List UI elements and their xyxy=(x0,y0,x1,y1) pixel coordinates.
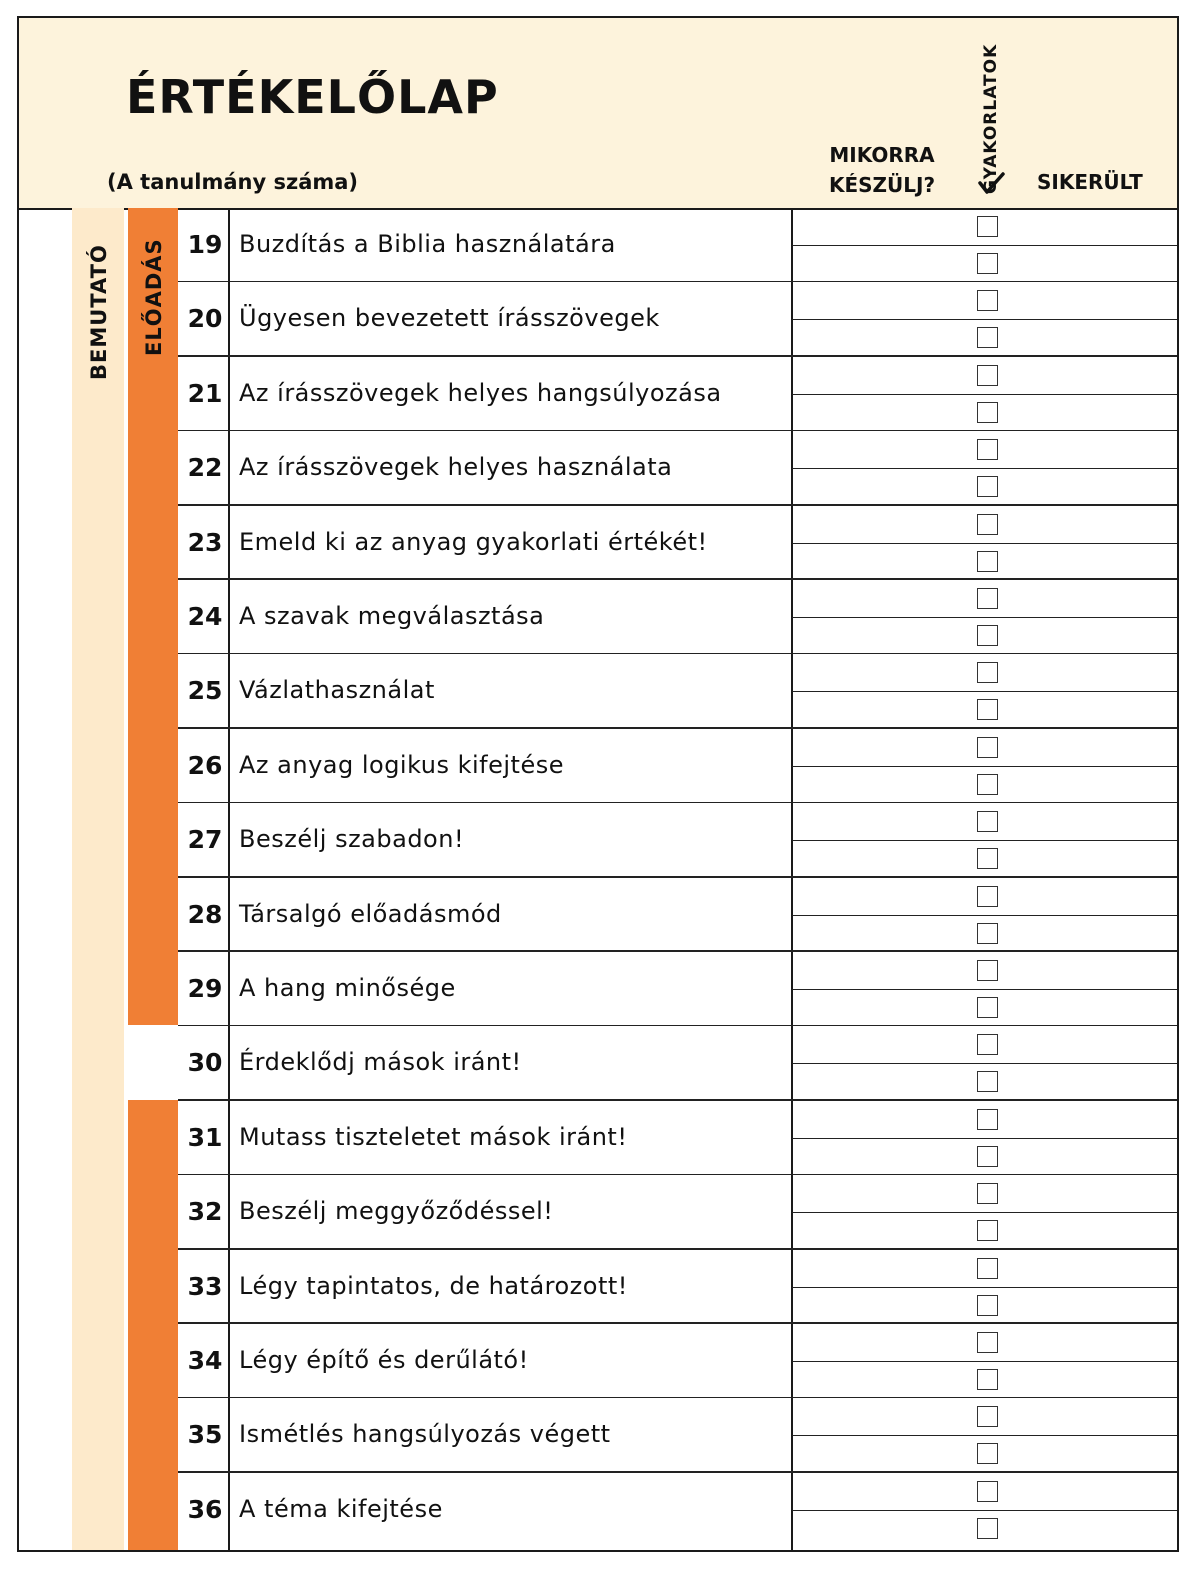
row-subdivider xyxy=(792,543,1177,544)
row-subdivider xyxy=(792,245,1177,246)
study-title: Ügyesen bevezetett írásszövegek xyxy=(239,304,660,333)
column-header-when xyxy=(802,140,962,200)
practice-checkbox[interactable] xyxy=(977,402,998,423)
practice-checkbox[interactable] xyxy=(977,960,998,981)
row-subdivider xyxy=(792,1138,1177,1139)
table-row xyxy=(19,357,1177,431)
practice-checkbox[interactable] xyxy=(977,514,998,535)
practice-checkbox[interactable] xyxy=(977,1220,998,1241)
study-title: Mutass tiszteletet mások iránt! xyxy=(239,1122,628,1151)
study-number: 26 xyxy=(187,750,223,780)
practice-checkbox[interactable] xyxy=(977,699,998,720)
practice-checkbox[interactable] xyxy=(977,216,998,237)
practice-checkbox[interactable] xyxy=(977,1034,998,1055)
study-title: Az írásszövegek helyes használata xyxy=(239,453,673,482)
row-subdivider xyxy=(792,468,1177,469)
table-row xyxy=(19,1026,1177,1100)
table-row xyxy=(19,580,1177,654)
study-number: 19 xyxy=(187,230,223,259)
practice-checkbox[interactable] xyxy=(977,625,998,646)
practice-checkbox[interactable] xyxy=(977,551,998,572)
table-row xyxy=(19,1473,1177,1547)
practice-checkbox[interactable] xyxy=(977,923,998,944)
study-title: Vázlathasználat xyxy=(239,676,435,705)
study-number: 32 xyxy=(187,1197,223,1227)
checkmark-icon xyxy=(977,168,1007,198)
study-number: 27 xyxy=(187,825,223,855)
evaluation-sheet xyxy=(17,16,1179,1552)
practice-checkbox[interactable] xyxy=(977,811,998,832)
study-title: Buzdítás a Biblia használatára xyxy=(239,230,616,258)
column-header-practice: GYAKORLATOK xyxy=(981,43,1001,194)
study-number: 33 xyxy=(187,1271,223,1301)
study-title: A szavak megválasztása xyxy=(239,602,545,630)
talk-label: ELŐADÁS xyxy=(142,238,166,356)
study-title: Társalgó előadásmód xyxy=(239,899,502,928)
table-row xyxy=(19,952,1177,1026)
table-row xyxy=(19,282,1177,356)
table-row xyxy=(19,1101,1177,1175)
table-row xyxy=(19,729,1177,803)
column-header-when-line1: MIKORRA xyxy=(829,143,935,167)
study-title: Beszélj meggyőződéssel! xyxy=(239,1197,554,1226)
study-title: Légy építő és derűlátó! xyxy=(239,1346,529,1374)
row-subdivider xyxy=(792,319,1177,320)
study-title: A téma kifejtése xyxy=(239,1494,443,1523)
practice-checkbox[interactable] xyxy=(977,253,998,274)
study-title: A hang minősége xyxy=(239,974,456,1002)
practice-checkbox[interactable] xyxy=(977,1481,998,1502)
row-subdivider xyxy=(792,1063,1177,1064)
study-number: 28 xyxy=(187,899,223,929)
row-subdivider xyxy=(792,915,1177,916)
study-title: Az írásszövegek helyes hangsúlyozása xyxy=(239,378,722,407)
study-number: 35 xyxy=(187,1420,223,1450)
study-title: Az anyag logikus kifejtése xyxy=(239,750,564,779)
row-subdivider xyxy=(792,840,1177,841)
practice-checkbox[interactable] xyxy=(977,1332,998,1353)
row-subdivider xyxy=(792,1510,1177,1511)
table-row xyxy=(19,1250,1177,1324)
row-subdivider xyxy=(792,1287,1177,1288)
practice-checkbox[interactable] xyxy=(977,476,998,497)
column-header-when-line2: KÉSZÜLJ? xyxy=(828,173,936,197)
practice-checkbox[interactable] xyxy=(977,1146,998,1167)
study-number: 31 xyxy=(187,1122,223,1152)
row-subdivider xyxy=(792,394,1177,395)
practice-checkbox[interactable] xyxy=(977,1295,998,1316)
study-title: Emeld ki az anyag gyakorlati értékét! xyxy=(239,527,708,556)
table-row xyxy=(19,506,1177,580)
study-number: 25 xyxy=(187,676,223,706)
table-row xyxy=(19,1398,1177,1472)
study-number: 30 xyxy=(187,1048,223,1078)
table-row xyxy=(19,878,1177,952)
row-subdivider xyxy=(792,691,1177,692)
table-row xyxy=(19,654,1177,728)
row-subdivider xyxy=(792,1361,1177,1362)
study-number: 29 xyxy=(187,974,223,1003)
header xyxy=(19,18,1177,210)
row-subdivider xyxy=(792,617,1177,618)
study-title: Beszélj szabadon! xyxy=(239,825,465,854)
practice-checkbox[interactable] xyxy=(977,588,998,609)
study-title: Légy tapintatos, de határozott! xyxy=(239,1271,628,1300)
row-subdivider xyxy=(792,766,1177,767)
page-title: ÉRTÉKELŐLAP xyxy=(126,70,499,124)
practice-checkbox[interactable] xyxy=(977,1443,998,1464)
practice-checkbox[interactable] xyxy=(977,1071,998,1092)
practice-checkbox[interactable] xyxy=(977,1406,998,1427)
table-row xyxy=(19,208,1177,282)
presentation-label: BEMUTATÓ xyxy=(87,244,111,380)
study-number: 36 xyxy=(187,1494,223,1524)
practice-checkbox[interactable] xyxy=(977,1258,998,1279)
practice-checkbox[interactable] xyxy=(977,997,998,1018)
practice-checkbox[interactable] xyxy=(977,1518,998,1539)
study-number: 23 xyxy=(187,527,223,557)
practice-checkbox[interactable] xyxy=(977,1109,998,1130)
table-row xyxy=(19,1324,1177,1398)
practice-checkbox[interactable] xyxy=(977,737,998,758)
practice-checkbox[interactable] xyxy=(977,774,998,795)
practice-checkbox[interactable] xyxy=(977,327,998,348)
study-number: 22 xyxy=(187,453,223,483)
table-row xyxy=(19,1175,1177,1249)
study-number: 34 xyxy=(187,1346,223,1375)
study-title: Érdeklődj mások iránt! xyxy=(239,1048,522,1077)
study-number: 20 xyxy=(187,304,223,334)
practice-checkbox[interactable] xyxy=(977,1183,998,1204)
practice-checkbox[interactable] xyxy=(977,848,998,869)
practice-checkbox[interactable] xyxy=(977,1369,998,1390)
study-number: 24 xyxy=(187,602,223,631)
row-subdivider xyxy=(792,1212,1177,1213)
practice-checkbox[interactable] xyxy=(977,290,998,311)
row-subdivider xyxy=(792,989,1177,990)
practice-checkbox[interactable] xyxy=(977,662,998,683)
column-header-done: SIKERÜLT xyxy=(1037,170,1143,194)
practice-checkbox[interactable] xyxy=(977,439,998,460)
practice-checkbox[interactable] xyxy=(977,365,998,386)
table-row xyxy=(19,803,1177,877)
table-row xyxy=(19,431,1177,505)
study-number: 21 xyxy=(187,378,223,408)
study-title: Ismétlés hangsúlyozás végett xyxy=(239,1420,611,1449)
practice-checkbox[interactable] xyxy=(977,886,998,907)
study-number-label: (A tanulmány száma) xyxy=(107,170,359,194)
row-subdivider xyxy=(792,1435,1177,1436)
